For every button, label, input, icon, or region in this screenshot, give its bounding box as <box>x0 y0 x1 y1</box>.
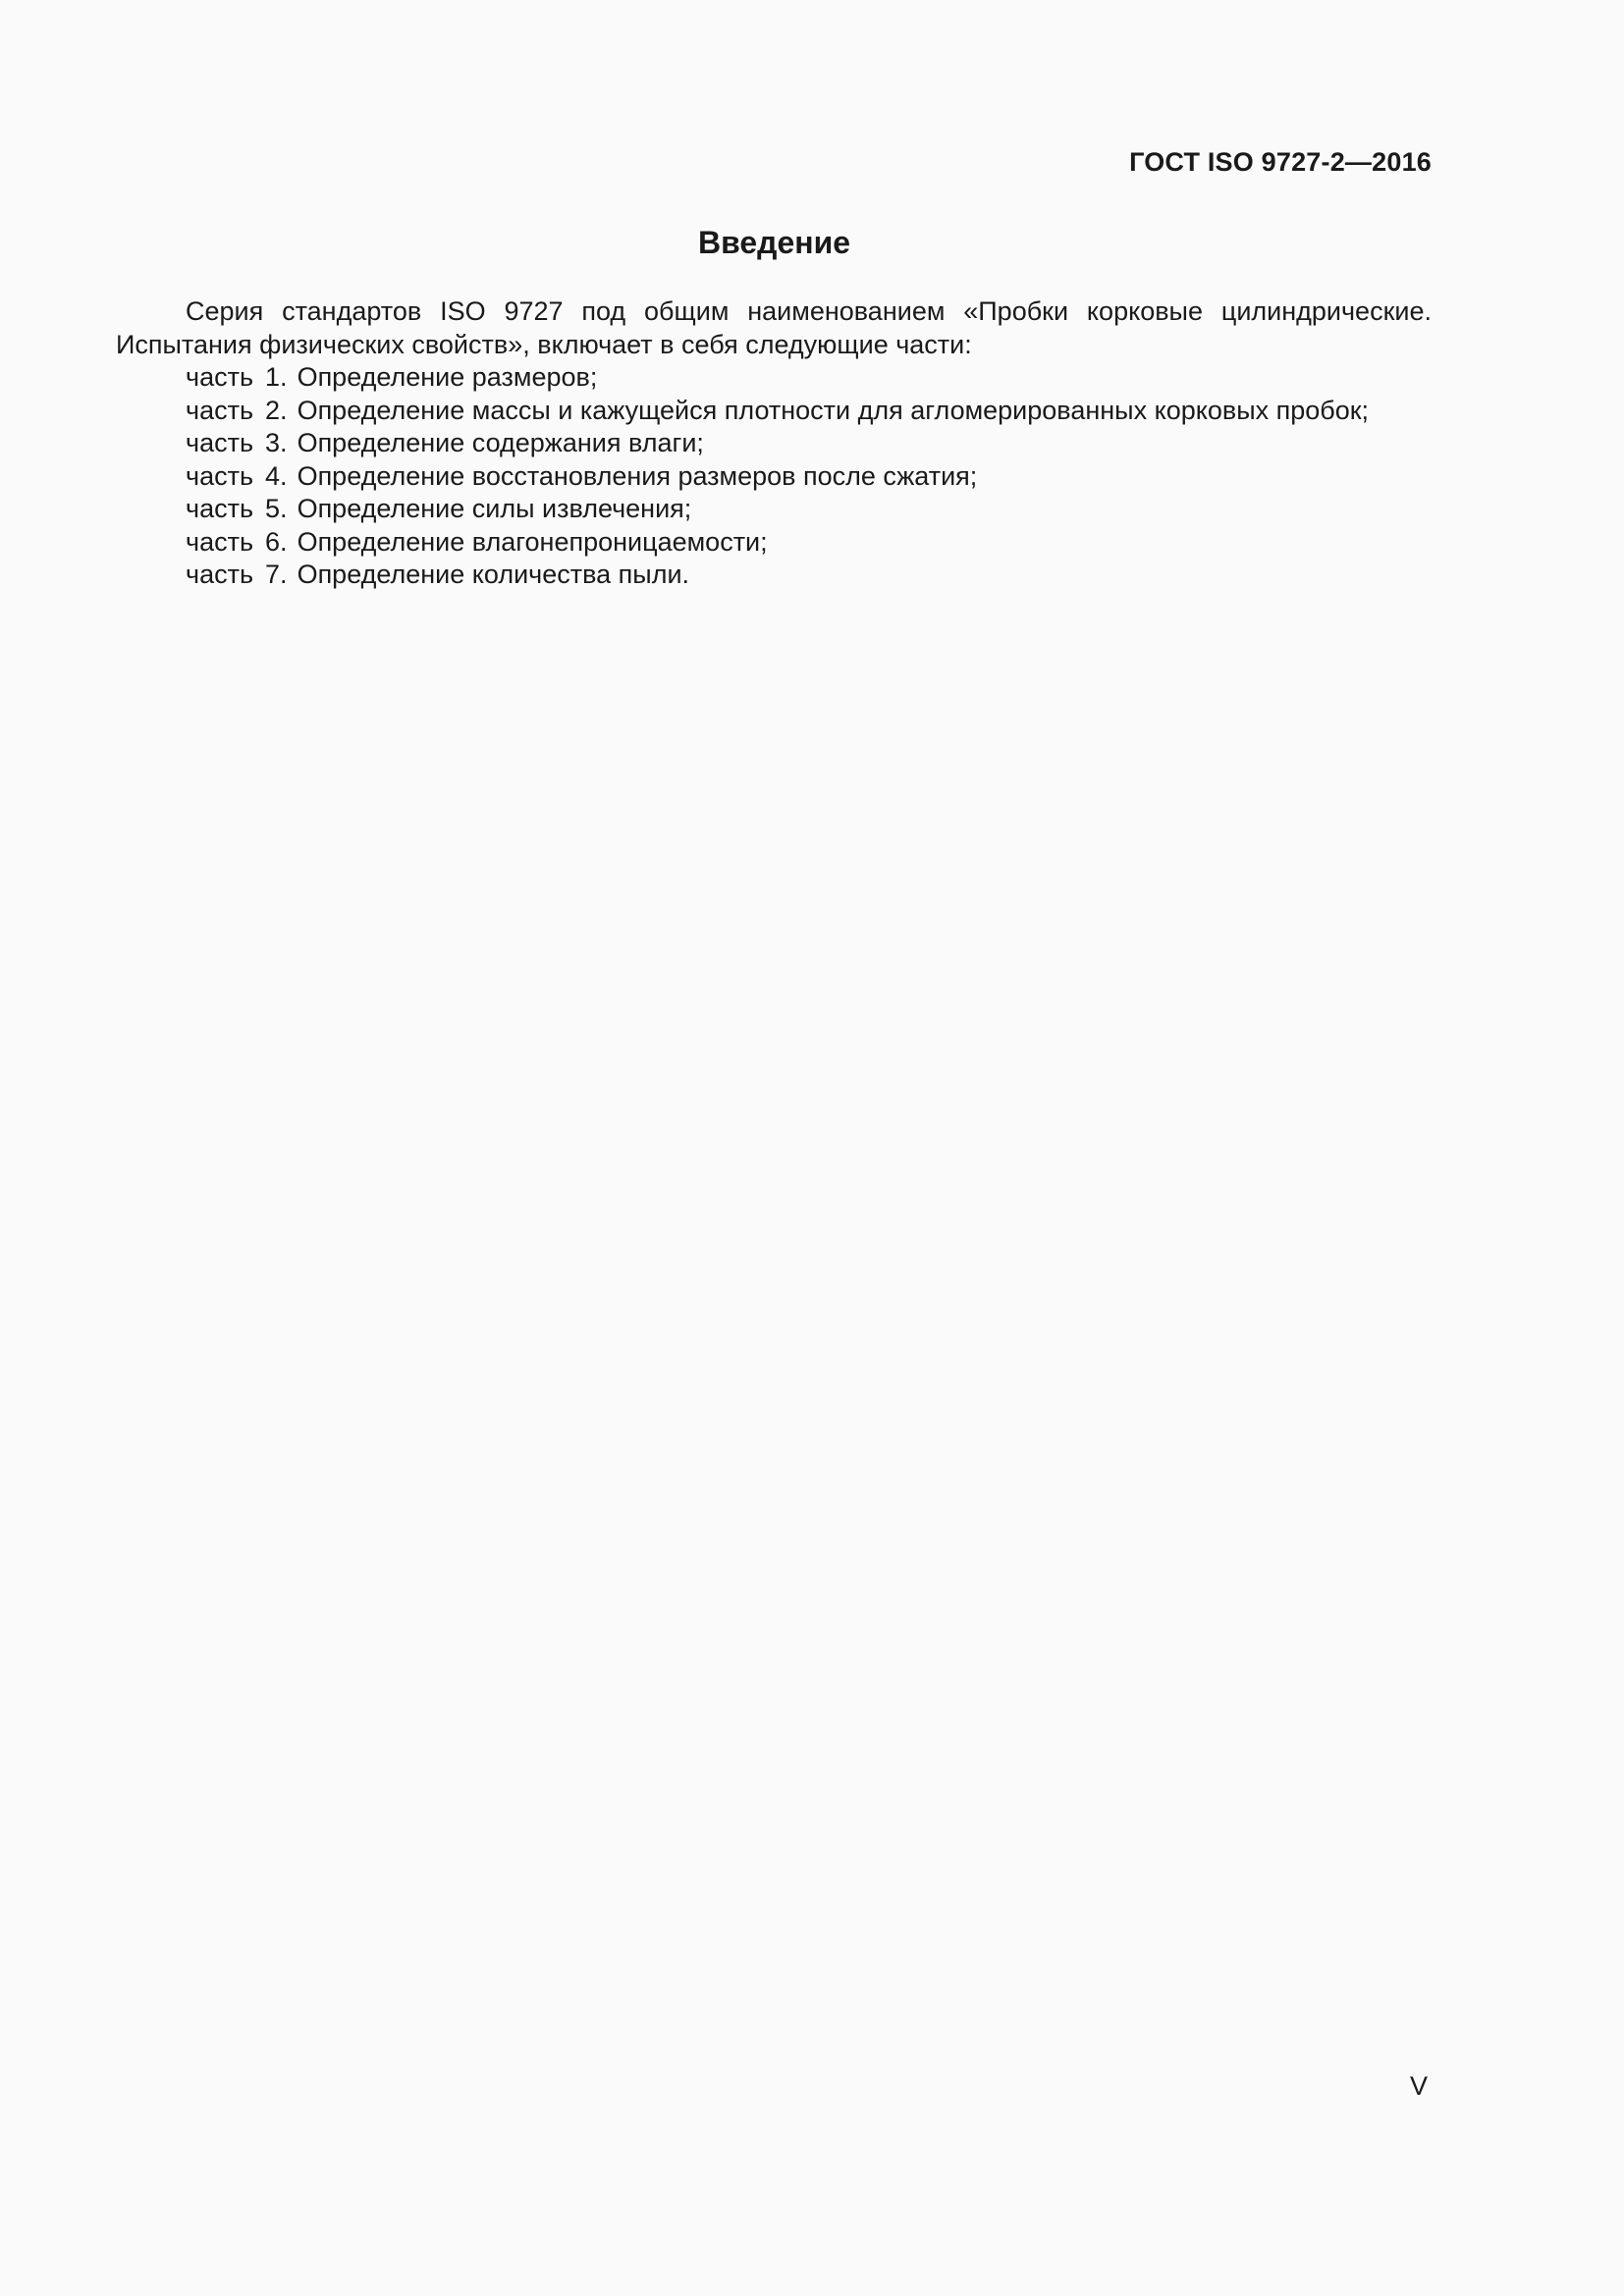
part-word: часть <box>186 560 254 589</box>
list-item <box>186 361 1369 395</box>
part-word: часть <box>186 460 254 491</box>
part-title: Определение силы извлечения; <box>297 494 692 523</box>
part-number: 2. <box>265 395 288 425</box>
part-word: часть <box>186 494 254 523</box>
part-word: часть <box>186 428 254 457</box>
intro-paragraph: Серия стандартов ISO 9727 под общим наименованием «Пробки корковые цилиндрические. Испытания физических свойств», включает в себя следующие части: <box>116 296 1432 359</box>
list-item <box>186 526 1369 560</box>
list-item <box>186 559 1369 592</box>
part-title: Определение содержания влаги; <box>297 428 704 457</box>
part-word: часть <box>186 395 254 425</box>
section-title: Введение <box>697 225 851 260</box>
list-item <box>186 427 1369 460</box>
part-title: Определение количества пыли. <box>297 560 690 589</box>
part-number: 6. <box>265 526 288 557</box>
page-number: V <box>1409 2071 1428 2101</box>
parts-list <box>186 361 1369 592</box>
part-word: часть <box>186 526 254 557</box>
part-title: Определение восстановления размеров после сжатия; <box>297 460 978 491</box>
part-number: 4. <box>265 460 288 491</box>
part-title: Определение влагонепроницаемости; <box>297 526 768 557</box>
part-number: 1. <box>265 362 288 392</box>
list-item <box>186 460 1369 494</box>
list-item <box>186 493 1369 526</box>
part-title: Определение массы и кажущейся плотности для агломерированных корковых пробок; <box>297 395 1370 425</box>
part-number: 7. <box>265 560 288 589</box>
part-word: часть <box>186 362 254 392</box>
part-number: 5. <box>265 494 288 523</box>
list-item <box>186 395 1369 428</box>
part-number: 3. <box>265 428 288 457</box>
document-code-header: ГОСТ ISO 9727-2—2016 <box>1129 147 1432 177</box>
part-title: Определение размеров; <box>297 362 598 392</box>
